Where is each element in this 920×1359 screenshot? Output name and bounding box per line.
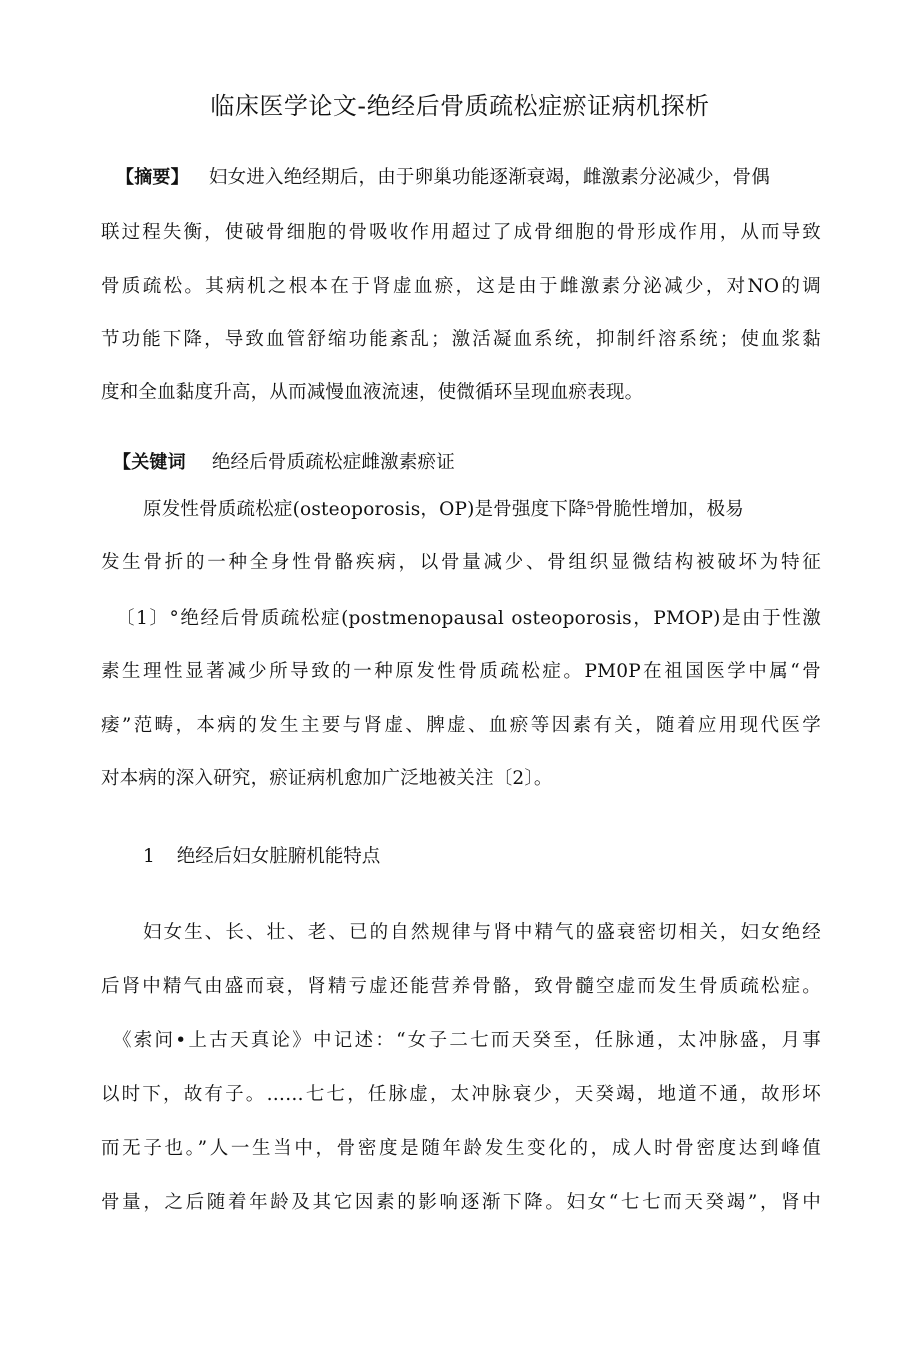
intro-line-2: 发生骨折的一种全身性骨骼疾病，以骨量减少、骨组织显微结构被破坏为特征 — [101, 552, 821, 573]
section-1-line-6: 骨量，之后随着年龄及其它因素的影响逐渐下降。妇女“七七而天癸竭”，肾中 — [101, 1192, 821, 1213]
section-1-line-2: 后肾中精气由盛而衰，肾精亏虚还能营养骨骼，致骨髓空虚而发生骨质疏松症。 — [101, 976, 821, 997]
keywords-text: 绝经后骨质疏松症雌激素瘀证 — [211, 452, 455, 473]
abstract-line-1 — [116, 163, 821, 193]
abstract-text: 妇女进入绝经期后，由于卵巢功能逐渐衰竭，雌激素分泌减少，骨偶 — [208, 167, 770, 188]
keywords-label: 【关键词 — [113, 452, 186, 473]
section-1-line-3: 《索问•上古天真论》中记述：“女子二七而天癸至，任脉通，太冲脉盛，月事 — [113, 1030, 821, 1051]
intro-line-3: 〔1〕°绝经后骨质疏松症(postmenopausal osteoporosis，PMOP)是由于性激 — [116, 608, 821, 629]
abstract-line-3: 骨质疏松。其病机之根本在于肾虚血瘀，这是由于雌激素分泌减少，对NO的调 — [101, 276, 821, 297]
intro-line-6: 对本病的深入研究，瘀证病机愈加广泛地被关注〔2〕。 — [101, 768, 553, 789]
abstract-line-2: 联过程失衡，使破骨细胞的骨吸收作用超过了成骨细胞的骨形成作用，从而导致 — [101, 222, 821, 243]
section-1-line-5: 而无子也。”人一生当中，骨密度是随年龄发生变化的，成人时骨密度达到峰值 — [101, 1138, 821, 1159]
section-1-title: 绝经后妇女脏腑机能特点 — [176, 846, 381, 867]
page-title: 临床医学论文-绝经后骨质疏松症瘀证病机探析 — [210, 92, 710, 120]
section-1-number: 1 — [143, 846, 155, 867]
abstract-label: 【摘要】 — [116, 167, 189, 188]
intro-line-4: 素生理性显著减少所导致的一种原发性骨质疏松症。PM0P在祖国医学中属“骨 — [101, 661, 821, 682]
intro-line-1: 原发性骨质疏松症(osteoporosis，OP)是骨强度下降⁵骨脆性增加，极易 — [143, 499, 744, 520]
section-1-line-1: 妇女生、长、壮、老、已的自然规律与肾中精气的盛衰密切相关，妇女绝经 — [143, 922, 821, 943]
section-1-line-4: 以时下，故有子。……七七，任脉虚，太冲脉衰少，天癸竭，地道不通，故形坏 — [101, 1084, 821, 1105]
abstract-line-5: 度和全血黏度升高，从而减慢血液流速，使微循环呈现血瘀表现。 — [101, 382, 644, 403]
abstract-line-4: 节功能下降，导致血管舒缩功能紊乱；激活凝血系统，抑制纤溶系统；使血浆黏 — [101, 329, 821, 350]
intro-line-5: 痿”范畴，本病的发生主要与肾虚、脾虚、血瘀等因素有关，随着应用现代医学 — [101, 715, 821, 736]
keywords-line — [113, 448, 833, 478]
section-1-heading — [143, 842, 380, 872]
